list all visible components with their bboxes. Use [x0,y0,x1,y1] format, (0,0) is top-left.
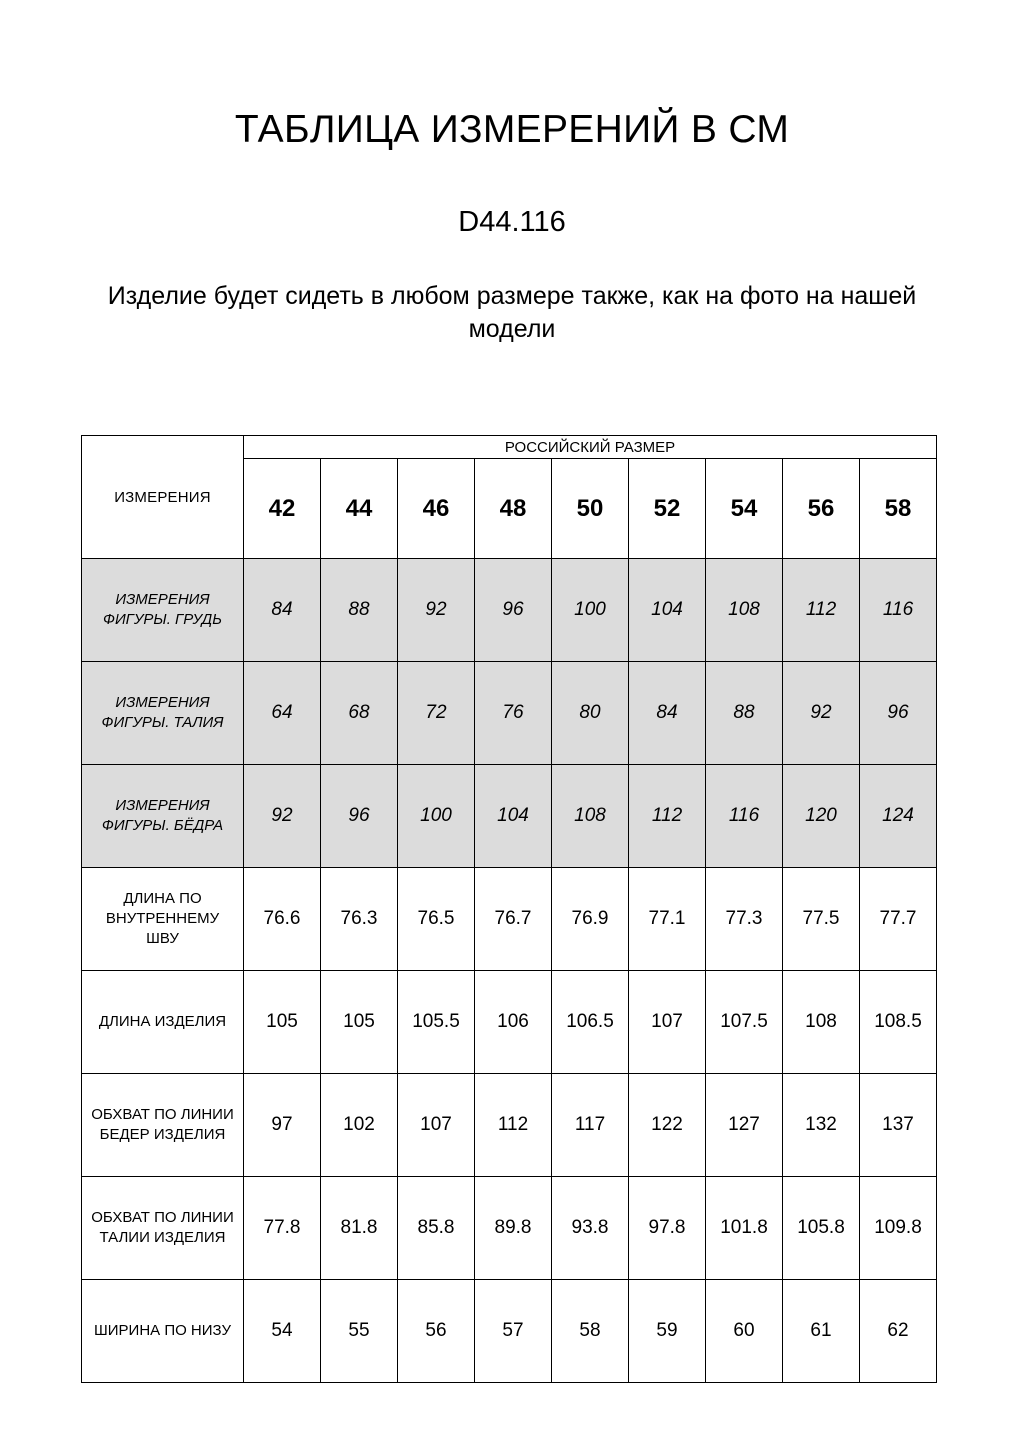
table-cell: 77.3 [706,868,783,971]
table-cell: 122 [629,1074,706,1177]
table-cell: 68 [321,662,398,765]
table-cell: 117 [552,1074,629,1177]
table-cell: 64 [244,662,321,765]
table-cell: 107 [629,971,706,1074]
table-cell: 77.7 [860,868,937,971]
size-table-body [82,559,937,1383]
table-cell: 62 [860,1280,937,1383]
size-header-cell: 50 [552,459,629,559]
table-cell: 92 [398,559,475,662]
table-cell: 76.5 [398,868,475,971]
table-cell: 85.8 [398,1177,475,1280]
size-header-cell: 56 [783,459,860,559]
table-cell: 55 [321,1280,398,1383]
table-cell: 107 [398,1074,475,1177]
table-cell: 104 [629,559,706,662]
table-row [82,559,937,662]
table-cell: 100 [398,765,475,868]
table-cell: 112 [629,765,706,868]
table-cell: 97.8 [629,1177,706,1280]
article-number: D44.116 [458,206,566,238]
table-cell: 80 [552,662,629,765]
table-row [82,1177,937,1280]
table-cell: 105.8 [783,1177,860,1280]
table-cell: 116 [860,559,937,662]
size-header-cell: 44 [321,459,398,559]
table-cell: 105 [244,971,321,1074]
table-cell: 57 [475,1280,552,1383]
table-row [82,765,937,868]
table-row [82,1074,937,1177]
size-header-cell: 52 [629,459,706,559]
table-cell: 101.8 [706,1177,783,1280]
row-label: ШИРИНА ПО НИЗУ [82,1280,244,1383]
table-cell: 96 [321,765,398,868]
row-label: ОБХВАТ ПО ЛИНИИ ТАЛИИ ИЗДЕЛИЯ [82,1177,244,1280]
page-title: ТАБЛИЦА ИЗМЕРЕНИЙ В СМ [234,108,790,151]
table-row [82,868,937,971]
table-cell: 58 [552,1280,629,1383]
size-header-cell: 46 [398,459,475,559]
table-cell: 124 [860,765,937,868]
table-cell: 76.6 [244,868,321,971]
table-cell: 59 [629,1280,706,1383]
table-cell: 132 [783,1074,860,1177]
table-cell: 89.8 [475,1177,552,1280]
table-cell: 92 [244,765,321,868]
table-cell: 137 [860,1074,937,1177]
size-chart-table [81,435,937,1383]
table-cell: 105.5 [398,971,475,1074]
table-cell: 96 [475,559,552,662]
table-cell: 76.9 [552,868,629,971]
table-cell: 76 [475,662,552,765]
table-cell: 120 [783,765,860,868]
table-cell: 84 [629,662,706,765]
row-label: ИЗМЕРЕНИЯ ФИГУРЫ. ТАЛИЯ [82,662,244,765]
table-cell: 112 [475,1074,552,1177]
row-label: ДЛИНА ИЗДЕЛИЯ [82,971,244,1074]
size-header-cell: 54 [706,459,783,559]
size-header-cell: 48 [475,459,552,559]
table-cell: 56 [398,1280,475,1383]
row-label: ИЗМЕРЕНИЯ ФИГУРЫ. БЁДРА [82,765,244,868]
table-cell: 93.8 [552,1177,629,1280]
table-cell: 107.5 [706,971,783,1074]
table-cell: 77.8 [244,1177,321,1280]
table-cell: 108 [706,559,783,662]
table-cell: 76.7 [475,868,552,971]
table-cell: 108 [783,971,860,1074]
table-cell: 72 [398,662,475,765]
table-row [82,971,937,1074]
table-cell: 106 [475,971,552,1074]
table-cell: 96 [860,662,937,765]
table-cell: 104 [475,765,552,868]
table-cell: 112 [783,559,860,662]
table-cell: 105 [321,971,398,1074]
table-cell: 100 [552,559,629,662]
table-cell: 77.5 [783,868,860,971]
table-cell: 109.8 [860,1177,937,1280]
russian-size-header: РОССИЙСКИЙ РАЗМЕР [244,436,937,459]
row-label: ДЛИНА ПО ВНУТРЕННЕМУ ШВУ [82,868,244,971]
table-cell: 88 [706,662,783,765]
table-row [82,1280,937,1383]
table-cell: 60 [706,1280,783,1383]
size-header-cell: 58 [860,459,937,559]
table-cell: 77.1 [629,868,706,971]
table-cell: 97 [244,1074,321,1177]
table-cell: 116 [706,765,783,868]
table-cell: 76.3 [321,868,398,971]
size-header-cell: 42 [244,459,321,559]
table-cell: 108.5 [860,971,937,1074]
table-cell: 61 [783,1280,860,1383]
row-label: ИЗМЕРЕНИЯ ФИГУРЫ. ГРУДЬ [82,559,244,662]
table-cell: 108 [552,765,629,868]
table-cell: 102 [321,1074,398,1177]
row-label: ОБХВАТ ПО ЛИНИИ БЕДЕР ИЗДЕЛИЯ [82,1074,244,1177]
fit-note: Изделие будет сидеть в любом размере также, как на фото на нашей модели [107,282,917,343]
table-cell: 92 [783,662,860,765]
table-cell: 127 [706,1074,783,1177]
table-cell: 88 [321,559,398,662]
table-cell: 54 [244,1280,321,1383]
table-cell: 106.5 [552,971,629,1074]
measurements-header: ИЗМЕРЕНИЯ [82,436,244,559]
table-cell: 81.8 [321,1177,398,1280]
table-row [82,662,937,765]
table-cell: 84 [244,559,321,662]
